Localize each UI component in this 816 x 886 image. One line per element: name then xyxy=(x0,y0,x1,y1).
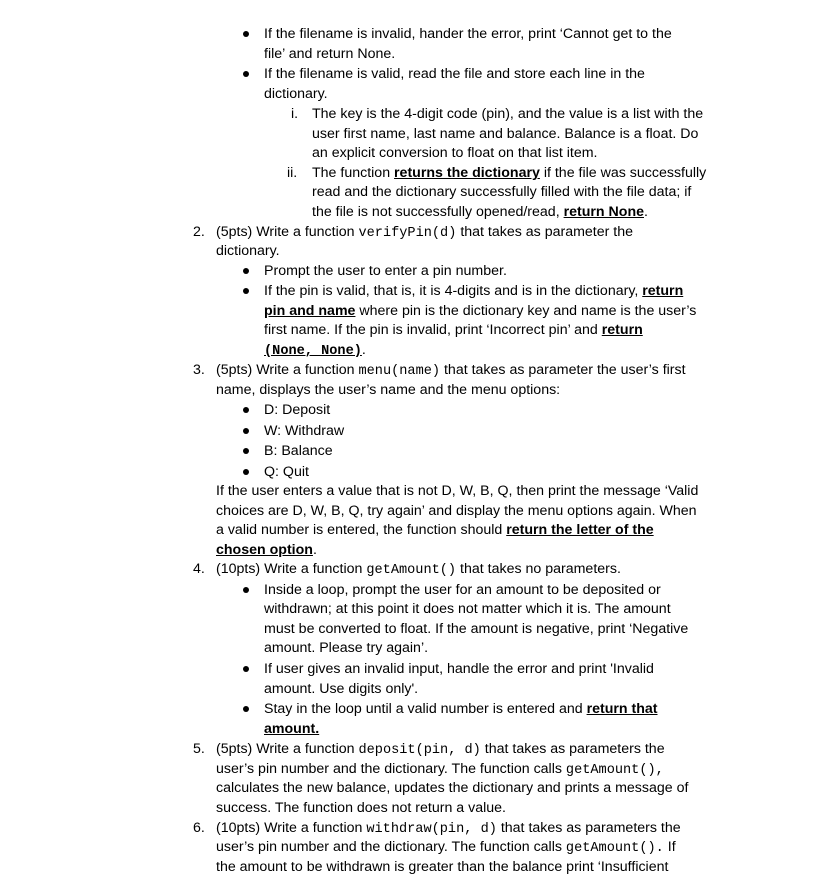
text-line: dictionary. xyxy=(264,86,328,102)
text-line xyxy=(264,301,696,321)
text-run: user’s pin number and the dictionary. The function calls xyxy=(216,839,566,855)
text-line xyxy=(216,759,664,779)
roman-numeral: ii. xyxy=(287,165,298,181)
text-line xyxy=(264,719,319,739)
text-line: choices are D, W, B, Q, try again’ and display the menu options again. When xyxy=(216,503,697,519)
text-line: success. The function does not return a value. xyxy=(216,800,506,816)
code-snippet: getAmount(), xyxy=(565,763,664,778)
text-line: read and the dictionary successfully filled with the file data; if xyxy=(312,184,692,200)
text-run: The function xyxy=(312,165,395,181)
emphasis: amount. xyxy=(264,721,320,737)
text-run: (5pts) Write a function xyxy=(216,741,359,757)
text-line: If user gives an invalid input, handle the error and print 'Invalid xyxy=(264,661,654,677)
emphasis: chosen option xyxy=(216,542,313,558)
text-line xyxy=(264,340,366,360)
text-run: that takes as parameters the xyxy=(480,741,665,757)
item-number: 6. xyxy=(193,820,205,836)
text-line: file’ and return None. xyxy=(264,46,396,62)
item-number: 5. xyxy=(193,741,205,757)
text-line xyxy=(216,540,317,560)
text-run: If xyxy=(663,839,676,855)
text-line xyxy=(264,320,643,340)
code-snippet: getAmount(). xyxy=(565,841,664,856)
text-line: amount. Please try again’. xyxy=(264,640,429,656)
text-line xyxy=(216,520,654,540)
text-run: (5pts) Write a function xyxy=(216,362,359,378)
text-run: (10pts) Write a function xyxy=(216,561,367,577)
text-line: user first name, last name and balance. Balance is a float. Do xyxy=(312,126,699,142)
code-snippet: menu(name) xyxy=(358,364,441,379)
emphasis: return None xyxy=(563,204,644,220)
text-line: dictionary. xyxy=(216,243,280,259)
bullet-point xyxy=(243,587,249,593)
bullet-point xyxy=(243,666,249,672)
text-line: Q: Quit xyxy=(264,464,309,480)
bullet-point xyxy=(243,706,249,712)
bullet-point xyxy=(243,428,249,434)
text-line xyxy=(264,281,683,301)
text-run: a valid number is entered, the function should xyxy=(216,522,507,538)
text-line xyxy=(216,837,676,857)
text-run: that takes as parameters the xyxy=(496,820,681,836)
text-run: if the file was successfully xyxy=(539,165,707,181)
text-line xyxy=(216,818,681,838)
emphasis: returns the dictionary xyxy=(394,165,540,181)
bullet-point xyxy=(243,31,249,37)
text-line: must be converted to float. If the amount is negative, print ‘Negative xyxy=(264,621,689,637)
text-line: If the filename is invalid, hander the error, print ‘Cannot get to the xyxy=(264,26,672,42)
code-snippet: verifyPin(d) xyxy=(358,226,457,241)
text-run: that takes as parameter the user’s first xyxy=(440,362,686,378)
bullet-point xyxy=(243,407,249,413)
text-line: W: Withdraw xyxy=(264,423,345,439)
text-line: name, displays the user’s name and the menu options: xyxy=(216,382,561,398)
code-snippet: withdraw(pin, d) xyxy=(366,822,497,837)
text-run: . xyxy=(312,542,317,558)
text-line: If the filename is valid, read the file and store each line in the xyxy=(264,66,645,82)
text-run: . xyxy=(361,342,366,358)
code-snippet: getAmount() xyxy=(366,563,457,578)
text-line xyxy=(312,163,706,183)
text-line: If the user enters a value that is not D, W, B, Q, then print the message ‘Valid xyxy=(216,483,699,499)
item-number: 3. xyxy=(193,362,205,378)
text-run: where pin is the dictionary key and name is the user’s xyxy=(355,303,697,319)
item-number: 2. xyxy=(193,224,205,240)
text-line: calculates the new balance, updates the dictionary and prints a message of xyxy=(216,780,689,796)
text-line xyxy=(216,222,633,242)
bullet-point xyxy=(243,288,249,294)
text-run: Stay in the loop until a valid number is entered and xyxy=(264,701,587,717)
bullet-point xyxy=(243,469,249,475)
code-snippet: deposit(pin, d) xyxy=(358,743,481,758)
bullet-point xyxy=(243,268,249,274)
text-run: that takes as parameter the xyxy=(456,224,634,240)
text-line xyxy=(216,360,686,380)
text-run: . xyxy=(644,204,648,220)
text-run: user’s pin number and the dictionary. The function calls xyxy=(216,761,566,777)
emphasis: return that xyxy=(586,701,658,717)
bullet-point xyxy=(243,71,249,77)
text-run: that takes no parameters. xyxy=(456,561,621,577)
bullet-point xyxy=(243,448,249,454)
emphasis: pin and name xyxy=(264,303,356,319)
text-line xyxy=(216,559,621,579)
text-run: If the pin is valid, that is, it is 4-digits and is in the dictionary, xyxy=(264,283,643,299)
text-line: Inside a loop, prompt the user for an amount to be deposited or xyxy=(264,582,661,598)
text-line: B: Balance xyxy=(264,443,333,459)
text-line: withdrawn; at this point it does not matter which it is. The amount xyxy=(264,601,671,617)
text-line xyxy=(312,202,648,222)
code-snippet: (None, None) xyxy=(264,344,362,359)
text-run: first name. If the pin is invalid, print ‘Incorrect pin’ and xyxy=(264,322,602,338)
text-line: Prompt the user to enter a pin number. xyxy=(264,263,507,279)
text-run: (5pts) Write a function xyxy=(216,224,359,240)
text-line: D: Deposit xyxy=(264,402,331,418)
item-number: 4. xyxy=(193,561,205,577)
emphasis: return the letter of the xyxy=(506,522,654,538)
text-line xyxy=(264,699,658,719)
text-line: the amount to be withdrawn is greater than the balance print ‘Insufficient xyxy=(216,859,669,875)
text-run: (10pts) Write a function xyxy=(216,820,367,836)
emphasis: return xyxy=(642,283,684,299)
emphasis: return xyxy=(601,322,643,338)
text-run: the file is not successfully opened/read, xyxy=(312,204,564,220)
text-line: The key is the 4-digit code (pin), and the value is a list with the xyxy=(312,106,704,122)
text-line: amount. Use digits only'. xyxy=(264,681,419,697)
text-line: an explicit conversion to float on that list item. xyxy=(312,145,598,161)
roman-numeral: i. xyxy=(291,106,299,122)
text-line xyxy=(216,739,665,759)
